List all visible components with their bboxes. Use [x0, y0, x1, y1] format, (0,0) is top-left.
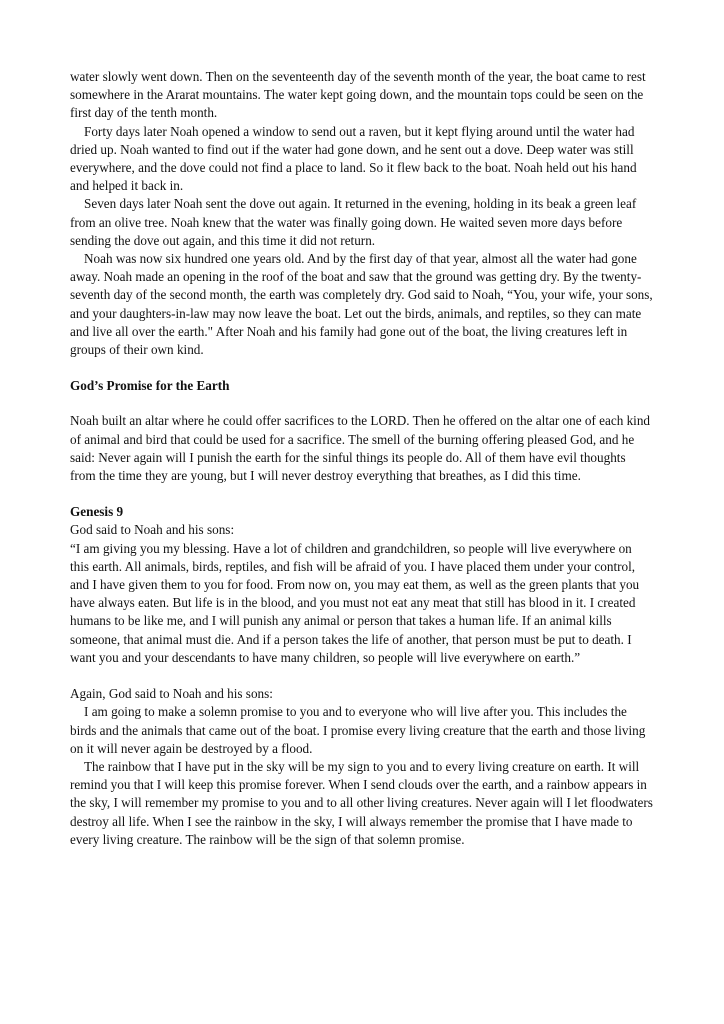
paragraph-olive-leaf: Seven days later Noah sent the dove out again. It returned in the evening, holding in its beak a green leaf from an olive tree. Noah knew that the water was finally going down. He waited seven more days before sending the dove out again, and this time it did not return. — [70, 196, 637, 248]
promise-section — [70, 377, 654, 485]
paragraph-again-god-said: Again, God said to Noah and his sons: — [70, 686, 273, 702]
paragraph-water-goes-down: water slowly went down. Then on the seventeenth day of the seventh month of the year, the boat came to rest somewhere in the Ararat mountains. The water kept going down, and the mountain tops could be seen on the first day of the tenth month. — [70, 69, 646, 121]
section-heading-promise: God’s Promise for the Earth — [70, 378, 230, 394]
paragraph-leave-the-boat: Noah was now six hundred one years old. And by the first day of that year, almost all the water had gone away. Noah made an opening in the roof of the boat and saw that the ground was getting dry. By the twenty-seventh day of the second month, the earth was completely dry. God said to Noah, “You, your wife, your sons, and your daughters-in-law may now leave the boat. Let out the birds, animals, and reptiles, so they can mate and live all over the earth." After Noah and his family had gone out of the boat, the living creatures left in groups of their own kind. — [70, 251, 653, 358]
paragraph-solemn-promise: I am going to make a solemn promise to you and to everyone who will live after you. This includes the birds and the animals that came out of the boat. I promise every living creature that the earth and those living on it will never again be destroyed by a flood. — [70, 704, 646, 756]
document-page — [70, 68, 654, 849]
paragraph-raven-and-dove: Forty days later Noah opened a window to send out a raven, but it kept flying around until the water had dried up. Noah wanted to find out if the water had gone down, and he sent out a dove. Deep water was still everywhere, and the dove could not find a place to land. So it flew back to the boat. Noah held out his hand and helped it back in. — [70, 123, 637, 194]
paragraph-blessing-quote: “I am giving you my blessing. Have a lot of children and grandchildren, so people will live everywhere on this earth. All animals, birds, reptiles, and fish will be afraid of you. I have placed them under your control, and I have given them to you for food. From now on, you may eat them, as well as the green plants that you have always eaten. But life is in the blood, and you must not eat any meat that still has blood in it. I created humans to be like me, and I will punish any animal or person that takes a human life. If an animal kills someone, that animal must die. And if a person takes the life of another, that person must be put to death. I want you and your descendants to have many children, so people will live everywhere on earth.” — [70, 540, 640, 665]
section-heading-genesis-9: Genesis 9 — [70, 504, 124, 520]
spacer — [70, 395, 654, 412]
spacer — [70, 667, 654, 685]
spacer — [70, 359, 654, 377]
rainbow-section — [70, 685, 654, 849]
paragraph-god-said-intro: God said to Noah and his sons: — [70, 522, 235, 538]
paragraph-rainbow-sign: The rainbow that I have put in the sky will be my sign to you and to every living creature on earth. It will remind you that I will keep this promise forever. When I send clouds over the earth, and a rainbow appears in the sky, I will remember my promise to you and to all other living creatures. Never again will I let floodwaters destroy all life. When I see the rainbow in the sky, I will always remember the promise that I have made to every living creature. The rainbow will be the sign of that solemn promise. — [70, 758, 653, 847]
spacer — [70, 485, 654, 503]
flood-receding-section — [70, 68, 654, 359]
paragraph-altar: Noah built an altar where he could offer sacrifices to the LORD. Then he offered on the altar one of each kind of animal and bird that could be used for a sacrifice. The smell of the burning offering pleased God, and he said: Never again will I punish the earth for the sinful things its people do. All of them have evil thoughts from the time they are young, but I will never destroy everything that breathes, as I did this time. — [70, 413, 651, 484]
genesis-9-section — [70, 503, 654, 667]
